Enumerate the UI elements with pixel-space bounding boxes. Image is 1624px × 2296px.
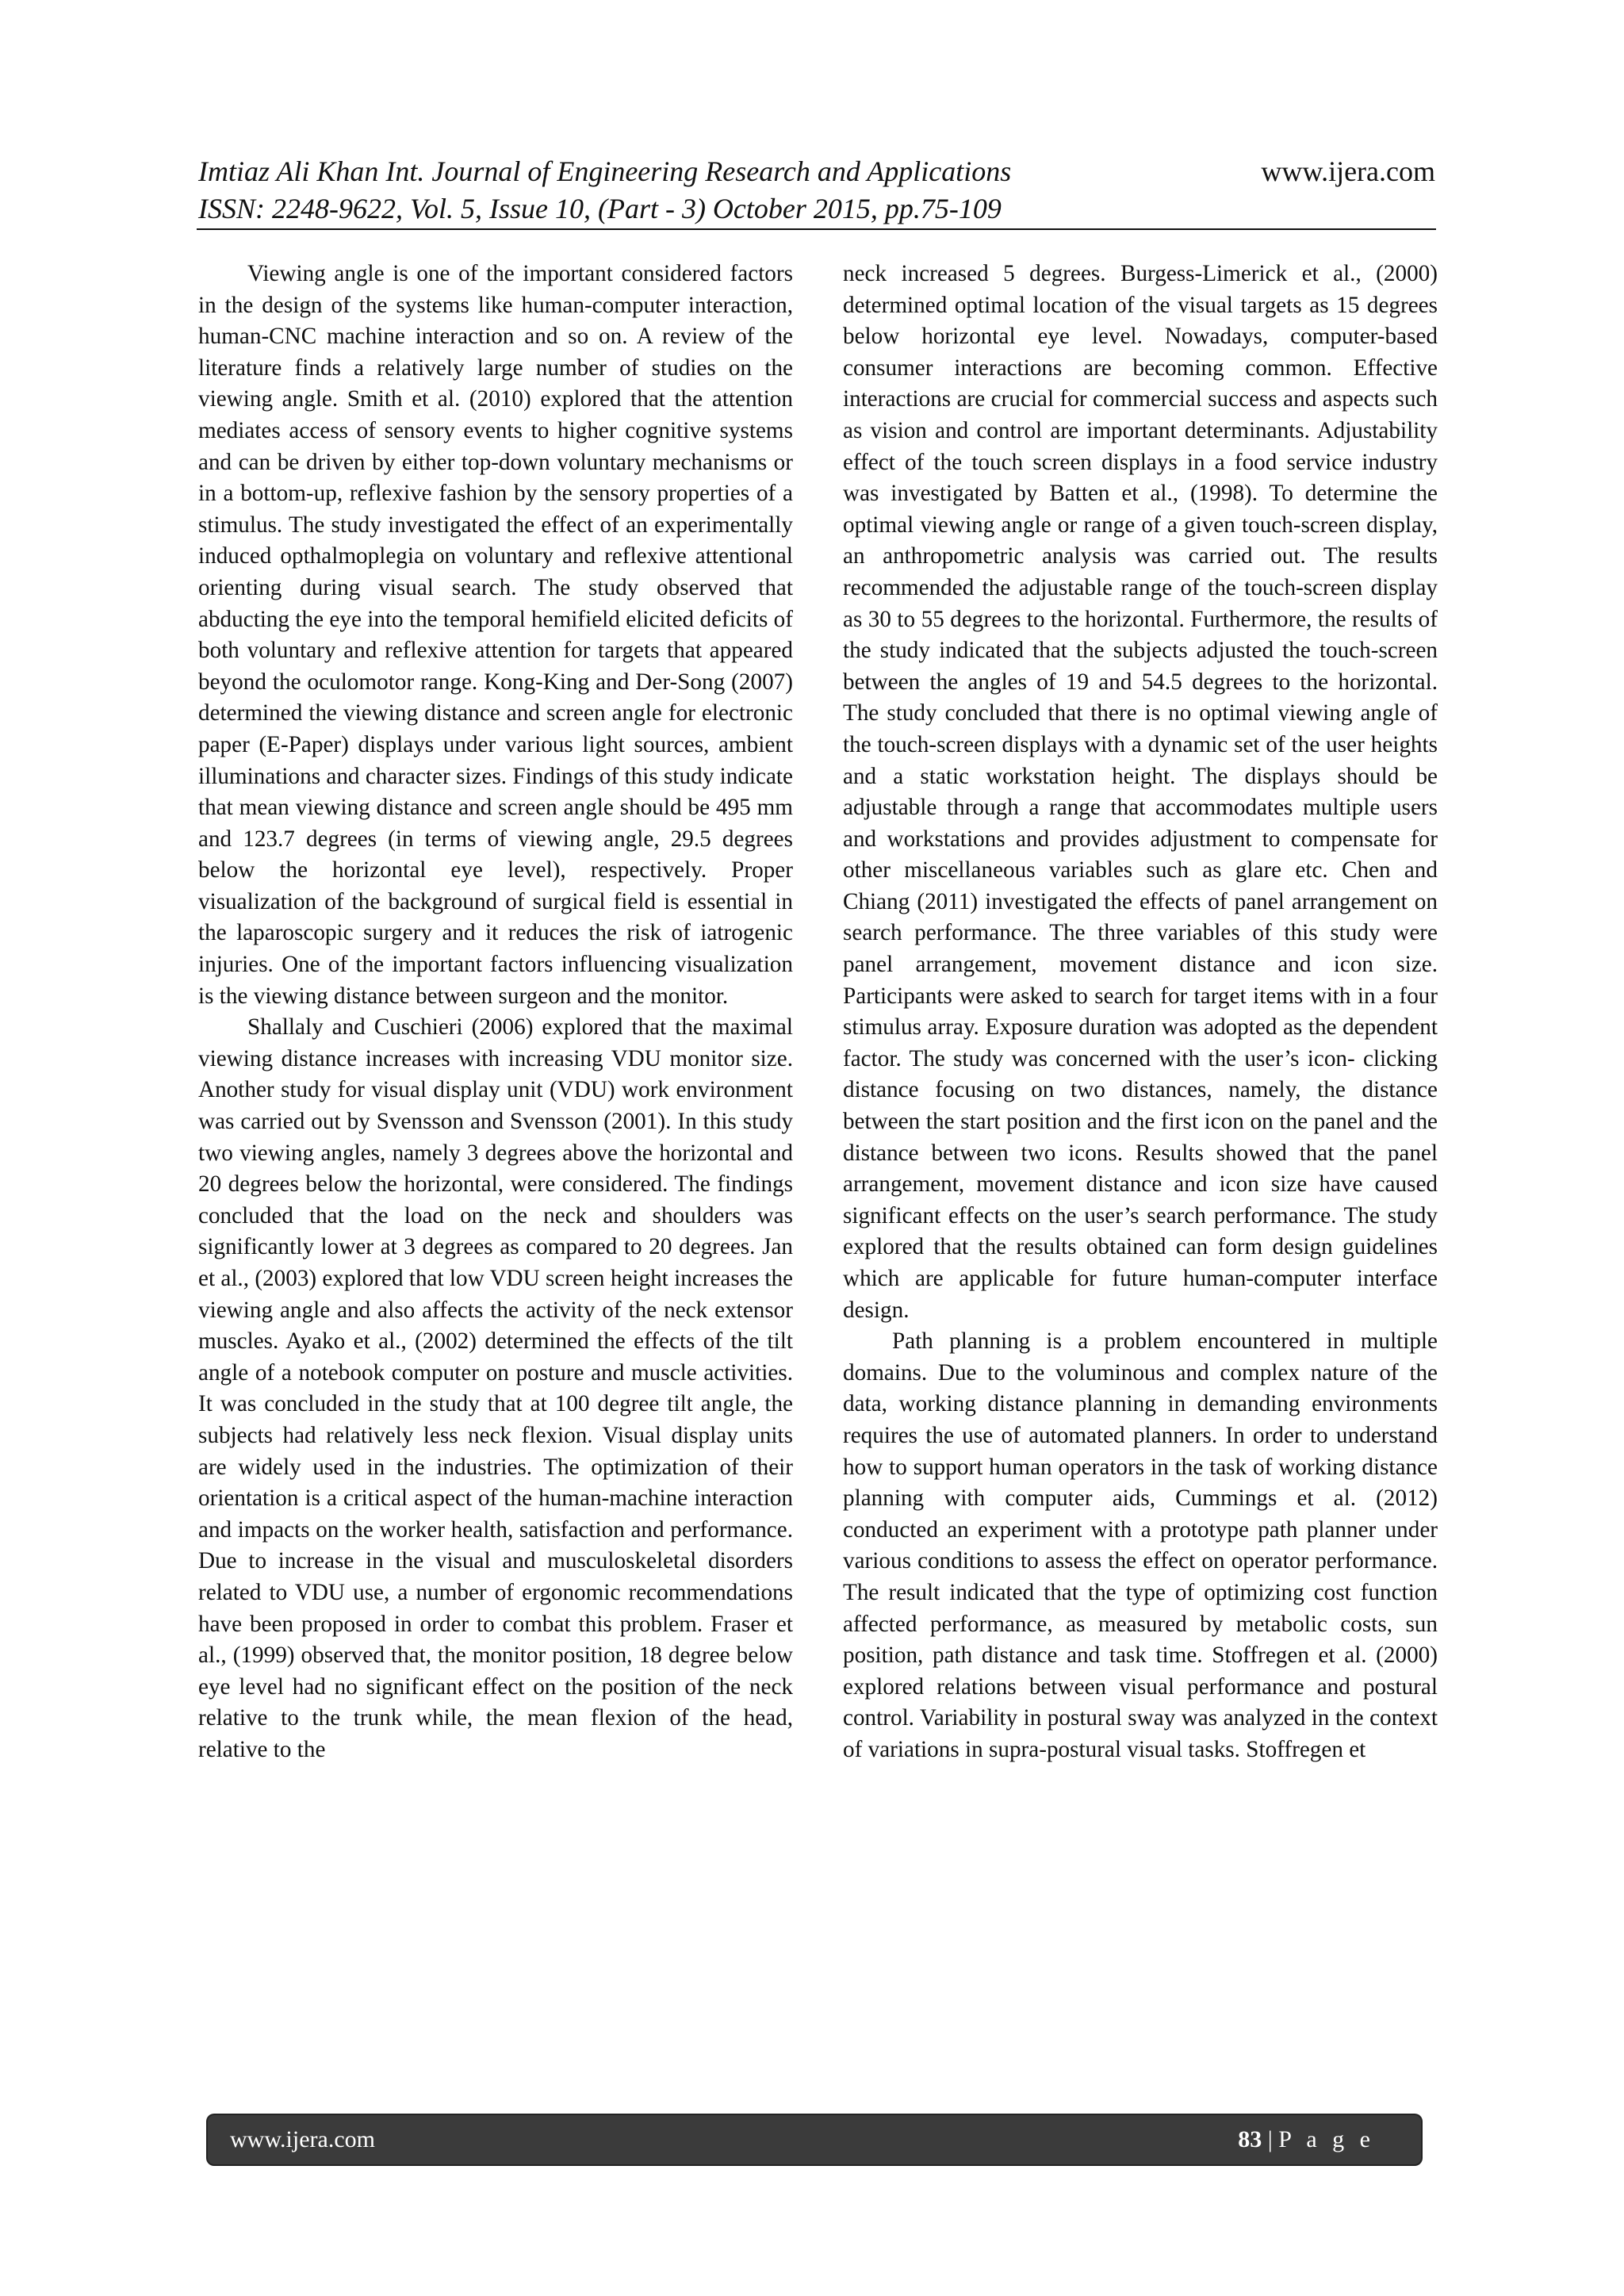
paragraph-viewing-angle: Viewing angle is one of the important considered factors in the design of the systems like human-computer interaction, human-CNC machine interaction and so on. A review of the literature finds a relatively large number of studies on the viewing angle. Smith et al. (2010) explored that the attention mediates access of sensory events to higher cognitive systems and can be driven by either top-down voluntary mechanisms or in a bottom-up, reflexive fashion by the sensory properties of a stimulus. The study investigated the effect of an experimentally induced opthalmoplegia on voluntary and reflexive attentional orienting during visual search. The study observed that abducting the eye into the temporal hemifield elicited deficits of both voluntary and reflexive attention for targets that appeared beyond the oculomotor range. Kong-King and Der-Song (2007) determined the viewing distance and screen angle for electronic paper (E-Paper) displays under various light sources, ambient illuminations and character sizes. Findings of this study indicate that mean viewing distance and screen angle should be 495 mm and 123.7 degrees (in terms of viewing angle, 29.5 degrees below the horizontal eye level), respectively. Proper visualization of the background of surgical field is essential in the laparoscopic surgery and it reduces the risk of iatrogenic injuries. One of the important factors influencing visualization is the viewing distance between surgeon and the monitor. — [198, 261, 793, 1009]
issn-line: ISSN: 2248-9622, Vol. 5, Issue 10, (Part - 3) October 2015, pp.75-109 — [198, 193, 1002, 224]
running-header — [198, 153, 1435, 228]
header-divider — [197, 228, 1436, 230]
page-footer — [208, 2115, 1421, 2164]
left-column — [198, 259, 793, 1766]
paragraph-continuation: neck increased 5 degrees. Burgess-Limerick et al., (2000) determined optimal location of the visual targets as 15 degrees below horizontal eye level. Nowadays, computer-based consumer interactions are becoming common. Effective interactions are crucial for commercial success and aspects such as vision and control are important determinants. Adjustability effect of the touch screen displays in a food service industry was investigated by Batten et al., (1998). To determine the optimal viewing angle or range of a given touch-screen display, an anthropometric analysis was carried out. The results recommended the adjustable range of the touch-screen display as 30 to 55 degrees to the horizontal. Furthermore, the results of the study indicated that the subjects adjusted the touch-screen between the angles of 19 and 54.5 degrees to the horizontal. The study concluded that there is no optimal viewing angle of the touch-screen displays with a dynamic set of the user heights and a static workstation height. The displays should be adjustable through a range that accommodates multiple users and workstations and provides adjustment to compensate for other miscellaneous variables such as glare etc. Chen and Chiang (2011) investigated the effects of panel arrangement on search performance. The three variables of this study were panel arrangement, movement distance and icon size. Participants were asked to search for target items with in a four stimulus array. Exposure duration was adopted as the dependent factor. The study was concerned with the user’s icon- clicking distance focusing on two distances, namely, the distance between the start position and the first icon on the panel and the distance between two icons. Results showed that the panel arrangement, movement distance and icon size have caused significant effects on the user’s search performance. The study explored that the results obtained can form design guidelines which are applicable for future human-computer interface design. — [843, 261, 1438, 1323]
page-word: P a g e — [1278, 2126, 1375, 2152]
page-separator: | — [1262, 2126, 1279, 2152]
footer-url: www.ijera.com — [230, 2126, 375, 2152]
header-website: www.ijera.com — [1261, 155, 1435, 187]
page-number: 83 — [1238, 2126, 1262, 2152]
right-column — [843, 259, 1438, 1766]
paragraph-shallaly: Shallaly and Cuschieri (2006) explored that the maximal viewing distance increases with increasing VDU monitor size. Another study for visual display unit (VDU) work environment was carried out by Svensson and Svensson (2001). In this study two viewing angles, namely 3 degrees above the horizontal and 20 degrees below the horizontal, were considered. The findings concluded that the load on the neck and shoulders was significantly lower at 3 degrees as compared to 20 degrees. Jan et al., (2003) explored that low VDU screen height increases the viewing angle and also affects the activity of the neck extensor muscles. Ayako et al., (2002) determined the effects of the tilt angle of a notebook computer on posture and muscle activities. It was concluded in the study that at 100 degree tilt angle, the subjects had relatively less neck flexion. Visual display units are widely used in the industries. The optimization of their orientation is a critical aspect of the human-machine interaction and impacts on the worker health, satisfaction and performance. Due to increase in the visual and musculoskeletal disorders related to VDU use, a number of ergonomic recommendations have been proposed in order to combat this problem. Fraser et al., (1999) observed that, the monitor position, 18 degree below eye level had no significant effect on the position of the neck relative to the trunk while, the mean flexion of the head, relative to the — [198, 1014, 793, 1762]
journal-title: Imtiaz Ali Khan Int. Journal of Engineering Research and Applications — [198, 155, 1012, 187]
header-line-1 — [198, 153, 1435, 190]
footer-page-label — [1238, 2126, 1375, 2153]
paragraph-path-planning: Path planning is a problem encountered in multiple domains. Due to the voluminous and complex nature of the data, working distance planning in demanding environments requires the use of automated planners. In order to understand how to support human operators in the task of working distance planning with computer aids, Cummings et al. (2012) conducted an experiment with a prototype path planner under various conditions to assess the effect on operator performance. The result indicated that the type of optimizing cost function affected performance, as measured by metabolic costs, sun position, path distance and task time. Stoffregen et al. (2000) explored relations between visual performance and postural control. Variability in postural sway was analyzed in the context of variations in supra-postural visual tasks. Stoffregen et — [843, 1328, 1438, 1762]
